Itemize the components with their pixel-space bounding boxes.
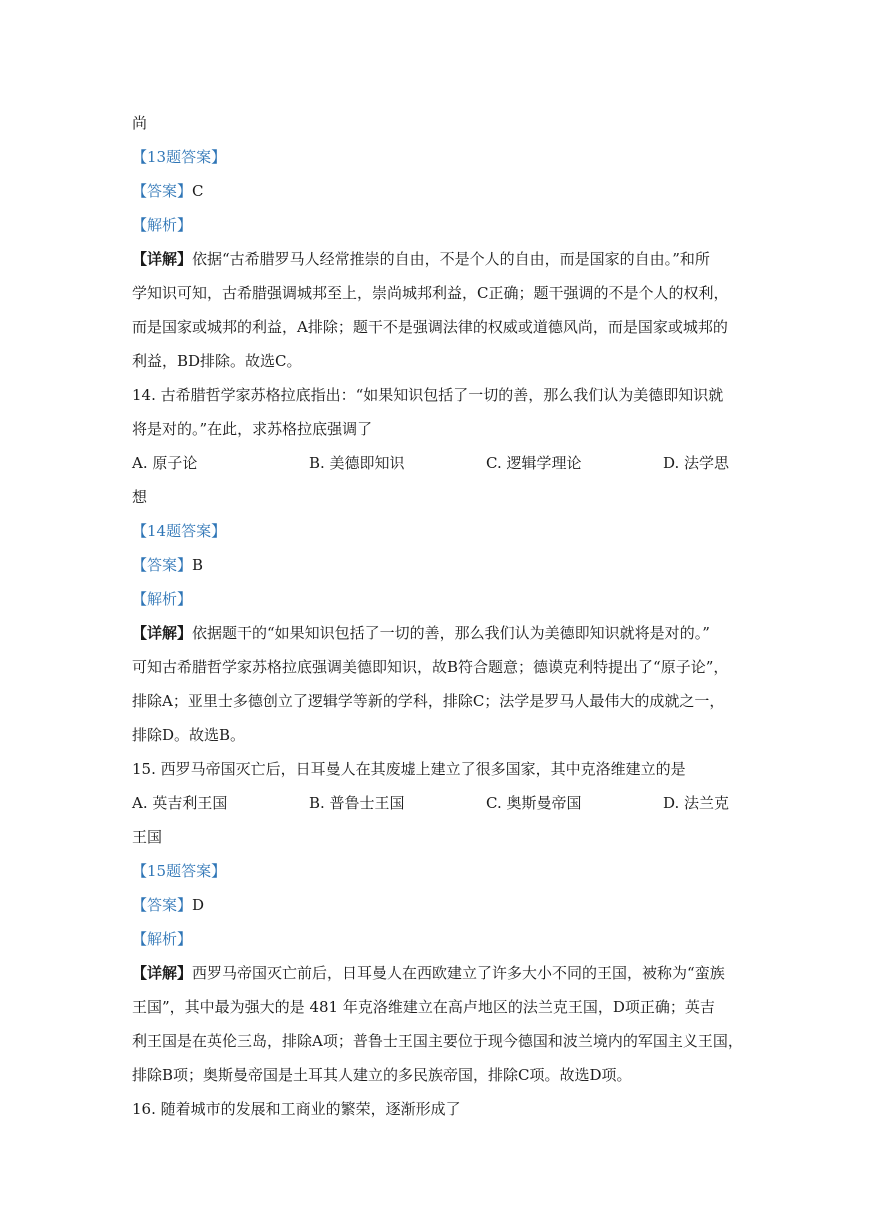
q14-stem: 14. 古希腊哲学家苏格拉底指出：“如果知识包括了一切的善，那么我们认为美德即知识就: [132, 386, 724, 404]
q15-detail-line: [132, 956, 738, 990]
option-d: D. 法学思: [663, 454, 730, 472]
option-c: C. 奥斯曼帝国: [486, 794, 582, 812]
q15-detail-line: 王国”，其中最为强大的是 481 年克洛维建立在高卢地区的法兰克王国，D项正确；英吉: [132, 998, 715, 1016]
q16-stem: 16. 随着城市的发展和工商业的繁荣，逐渐形成了: [132, 1100, 461, 1118]
q13-detail-line: [132, 242, 738, 276]
option-d-continued: 想: [132, 488, 148, 506]
option-b: B. 普鲁士王国: [309, 794, 405, 812]
q13-answer-line: [132, 174, 738, 208]
q15-options: [132, 786, 738, 820]
answer-value: B: [192, 556, 204, 574]
q14-detail-line: 排除D。故选B。: [132, 726, 246, 744]
option-d: D. 法兰克: [663, 794, 730, 812]
q14-answer-line: [132, 548, 738, 582]
q13-detail-line: 利益，BD排除。故选C。: [132, 352, 302, 370]
option-b: B. 美德即知识: [309, 454, 405, 472]
q14-stem: 将是对的。”在此，求苏格拉底强调了: [132, 420, 373, 438]
q15-answer-header: 【15题答案】: [132, 862, 227, 880]
q13-detail-line: 而是国家或城邦的利益，A排除；题干不是强调法律的权威或道德风尚，而是国家或城邦的: [132, 318, 728, 336]
q15-detail-line: 利王国是在英伦三岛，排除A项；普鲁士王国主要位于现今德国和波兰境内的军国主义王国，: [132, 1032, 743, 1050]
q15-stem: 15. 西罗马帝国灭亡后，日耳曼人在其废墟上建立了很多国家，其中克洛维建立的是: [132, 760, 686, 778]
option-a: A. 原子论: [132, 454, 198, 472]
detail-label: 【详解】: [132, 624, 193, 642]
q15-detail-line: 排除B项；奥斯曼帝国是土耳其人建立的多民族帝国，排除C项。故选D项。: [132, 1066, 632, 1084]
text-line: 尚: [132, 114, 148, 132]
answer-value: D: [192, 896, 205, 914]
detail-label: 【详解】: [132, 250, 193, 268]
q15-answer-line: [132, 888, 738, 922]
detail-label: 【详解】: [132, 964, 193, 982]
q14-analysis-label: 【解析】: [132, 590, 193, 608]
answer-label: 【答案】: [132, 896, 193, 914]
answer-label: 【答案】: [132, 182, 193, 200]
detail-text: 西罗马帝国灭亡前后，日耳曼人在西欧建立了许多大小不同的王国，被称为“蛮族: [192, 964, 725, 982]
option-d-continued: 王国: [132, 828, 163, 846]
q13-detail-line: 学知识可知，古希腊强调城邦至上，崇尚城邦利益，C正确；题干强调的不是个人的权利，: [132, 284, 729, 302]
document-content: [132, 106, 743, 1126]
answer-label: 【答案】: [132, 556, 193, 574]
q14-detail-line: [132, 616, 738, 650]
q13-answer-header: 【13题答案】: [132, 148, 227, 166]
q13-analysis-label: 【解析】: [132, 216, 193, 234]
detail-text: 依据“古希腊罗马人经常推崇的自由，不是个人的自由，而是国家的自由。”和所: [192, 250, 710, 268]
q14-options: [132, 446, 738, 480]
answer-value: C: [192, 182, 204, 200]
q15-analysis-label: 【解析】: [132, 930, 193, 948]
option-c: C. 逻辑学理论: [486, 454, 582, 472]
q14-answer-header: 【14题答案】: [132, 522, 227, 540]
q14-detail-line: 可知古希腊哲学家苏格拉底强调美德即知识，故B符合题意；德谟克利特提出了“原子论”，: [132, 658, 729, 676]
q14-detail-line: 排除A；亚里士多德创立了逻辑学等新的学科，排除C；法学是罗马人最伟大的成就之一，: [132, 692, 725, 710]
option-a: A. 英吉利王国: [132, 794, 228, 812]
detail-text: 依据题干的“如果知识包括了一切的善，那么我们认为美德即知识就将是对的。”: [192, 624, 710, 642]
